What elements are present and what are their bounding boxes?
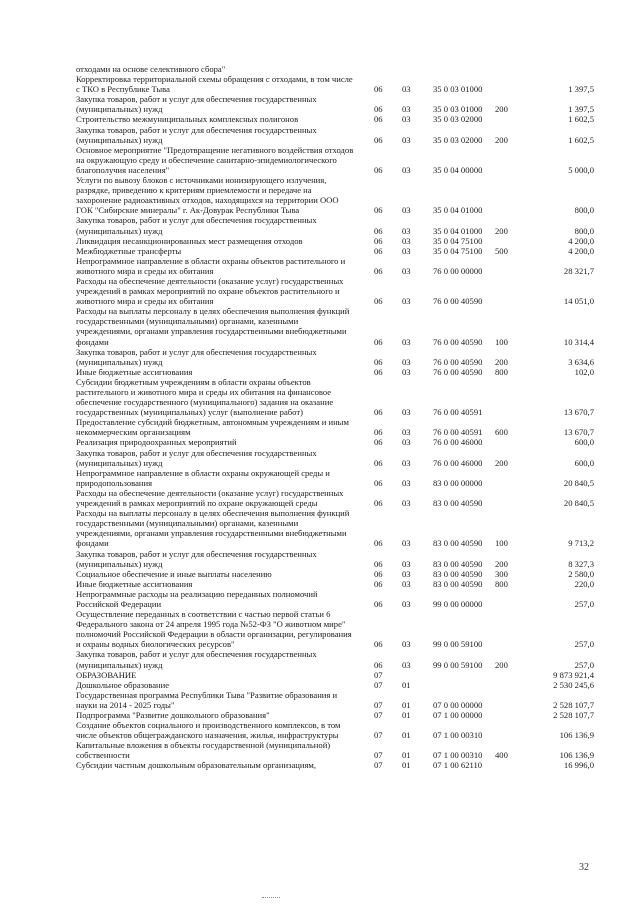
table-row [76,236,606,246]
row-amount: 1 602,5 [568,134,594,145]
row-subsection: 03 [402,659,411,670]
row-target-article: 35 0 04 01000 [433,205,483,216]
table-row [76,710,606,720]
row-name [76,670,374,680]
row-section: 06 [374,84,383,95]
row-name-line: Закупка товаров, работ и услуг для обеспечения государственных [76,548,317,559]
row-target-article: 35 0 04 01000 [433,225,483,236]
row-amount: 2 580,0 [568,568,594,579]
row-amount: 257,0 [574,659,594,670]
row-name-line: и охраны водных биологических ресурсов" [76,639,235,650]
row-section: 06 [374,225,383,236]
row-section: 06 [374,558,383,569]
row-amount: 28 321,7 [563,265,594,276]
row-name-line: захоронение радиоактивных отходов, находящихся на территории ООО [76,195,339,206]
table-row [76,579,606,589]
row-name-line: Межбюджетные трансферты [76,245,182,256]
row-subsection: 01 [402,699,411,710]
row-section: 06 [374,437,383,448]
row-section: 06 [374,356,383,367]
row-name [76,215,374,235]
row-name-line: животного мира и среды их обитания [76,296,214,307]
row-name [76,114,374,124]
row-subsection: 03 [402,568,411,579]
row-target-article: 99 0 00 59100 [433,659,483,670]
row-name [76,649,374,669]
row-name [76,145,374,175]
row-expense-type: 800 [495,578,508,589]
row-subsection: 03 [402,265,411,276]
budget-table [76,64,606,771]
row-target-article: 99 0 00 59100 [433,639,483,650]
row-amount: 20 840,5 [563,498,594,509]
row-expense-type: 100 [495,336,508,347]
row-amount: 800,0 [574,225,594,236]
row-section: 06 [374,477,383,488]
table-row [76,437,606,447]
row-name-line: Закупка товаров, работ и услуг для обеспечения государственных [76,447,317,458]
row-amount: 106 136,9 [559,730,594,741]
row-name-line: Федерального закона от 24 апреля 1995 года №52-ФЗ "О животном мире" [76,619,346,630]
row-target-article: 76 0 00 40590 [433,366,483,377]
row-target-article: 35 0 04 00000 [433,164,483,175]
row-name-line: на окружающую среду и обеспечение санитарно-эпидемиологического [76,154,337,165]
row-subsection: 03 [402,437,411,448]
row-name-line: Реализация природоохранных мероприятий [76,437,237,448]
page-bottom-mark [262,897,280,901]
row-subsection: 03 [402,558,411,569]
row-name-line: Закупка товаров, работ и услуг для обеспечения государственных [76,124,317,135]
row-name-line: Субсидии частным дошкольным образовательным организациям, [76,760,317,771]
row-subsection: 03 [402,578,411,589]
row-target-article: 07 1 00 00310 [433,730,483,741]
row-amount: 13 670,7 [563,427,594,438]
row-amount: 14 051,0 [563,296,594,307]
row-section: 06 [374,427,383,438]
row-section: 06 [374,336,383,347]
table-row [76,740,606,760]
row-section: 06 [374,104,383,115]
row-name-line: Государственная программа Республики Тыва "Развитие образования и [76,689,338,700]
row-amount: 13 670,7 [563,407,594,418]
table-row [76,145,606,175]
row-name [76,690,374,710]
row-name [76,569,374,579]
row-subsection: 03 [402,205,411,216]
row-name-line: Строительство межмуниципальных комплексных полигонов [76,114,299,125]
row-name-line: ОБРАЗОВАНИЕ [76,669,137,680]
table-row [76,215,606,235]
row-target-article: 07 0 00 00000 [433,699,483,710]
row-section: 06 [374,366,383,377]
row-amount: 10 314,4 [563,336,594,347]
row-amount: 220,0 [574,578,594,589]
row-target-article: 83 0 00 00000 [433,477,483,488]
row-subsection: 03 [402,407,411,418]
row-name [76,94,374,114]
row-name [76,74,374,94]
row-name-line: Закупка товаров, работ и услуг для обеспечения государственных [76,215,317,226]
row-name-line: Непрограммное направление в области охраны окружающей среды и [76,467,330,478]
row-expense-type: 200 [495,134,508,145]
row-target-article: 35 0 03 02000 [433,134,483,145]
row-subsection: 03 [402,114,411,125]
row-name [76,609,374,649]
row-section: 06 [374,639,383,650]
row-subsection: 03 [402,84,411,95]
row-name [76,579,374,589]
table-row [76,74,606,94]
table-row [76,589,606,609]
row-name-line: Дошкольное образование [76,679,170,690]
table-row [76,569,606,579]
table-row [76,94,606,114]
row-subsection: 03 [402,457,411,468]
row-expense-type: 600 [495,427,508,438]
row-name [76,468,374,488]
row-name [76,347,374,367]
row-amount: 1 397,5 [568,84,594,95]
row-section: 06 [374,245,383,256]
table-row [76,256,606,276]
row-name-line: Осуществление переданных в соответствии с частью первой статьи 6 [76,609,331,620]
row-section: 06 [374,498,383,509]
page-number: 32 [579,862,589,873]
row-subsection: 03 [402,356,411,367]
row-amount: 2 528 107,7 [553,710,594,720]
table-row [76,377,606,417]
row-name-line: (муниципальных) нужд [76,457,163,468]
row-name-line: отходами на основе селективного сбора" [76,64,226,74]
row-name-line: фондами [76,538,109,549]
row-amount: 1 602,5 [568,114,594,125]
row-name-line: Создание объектов социального и производственного комплексов, в том [76,720,341,731]
row-target-article: 83 0 00 40590 [433,538,483,549]
row-subsection: 03 [402,477,411,488]
row-name-line: благополучия населения" [76,164,170,175]
row-subsection: 03 [402,538,411,549]
row-name-line: учреждений в рамках мероприятий по охране окружающей среды [76,498,318,509]
row-subsection: 03 [402,336,411,347]
row-expense-type: 200 [495,225,508,236]
row-section: 07 [374,730,383,741]
row-amount: 3 634,6 [568,356,594,367]
row-name [76,246,374,256]
row-name-line: с ТКО в Республике Тыва [76,84,170,95]
row-name-line: Расходы на выплаты персоналу в целях обеспечения выполнения функций [76,508,350,519]
row-name-line: разрядке, приведению к критериям приемлемости и передаче на [76,185,312,196]
row-subsection: 03 [402,639,411,650]
row-name [76,549,374,569]
row-subsection: 03 [402,104,411,115]
row-target-article: 83 0 00 40590 [433,568,483,579]
row-section: 06 [374,265,383,276]
row-subsection: 03 [402,245,411,256]
row-name [76,508,374,548]
row-amount: 257,0 [574,598,594,609]
row-name-line: Российской Федерации [76,598,162,609]
row-subsection: 03 [402,366,411,377]
row-name-line: Расходы на обеспечение деятельности (оказание услуг) государственных [76,275,344,286]
row-name [76,125,374,145]
row-amount: 4 200,0 [568,235,594,246]
row-name [76,740,374,760]
row-section: 06 [374,568,383,579]
row-subsection: 03 [402,598,411,609]
row-name-line: Ликвидация несанкционированных мест размещения отходов [76,235,303,246]
row-subsection: 03 [402,225,411,236]
row-target-article: 35 0 03 01000 [433,84,483,95]
row-name-line: (муниципальных) нужд [76,356,163,367]
row-name-line: (муниципальных) нужд [76,558,163,569]
row-expense-type: 200 [495,356,508,367]
row-name-line: науки на 2014 - 2025 годы" [76,699,175,710]
table-row [76,488,606,508]
row-target-article: 07 1 00 00310 [433,750,483,761]
row-name-line: (муниципальных) нужд [76,659,163,670]
table-row [76,549,606,569]
row-name [76,437,374,447]
row-section: 06 [374,205,383,216]
row-section: 06 [374,114,383,125]
row-name-line: животного мира и среды их обитания [76,265,214,276]
row-name-line: собственности [76,750,130,761]
row-name-line: государственными (муниципальными) органами, казенными [76,518,299,529]
table-row [76,175,606,215]
row-target-article: 35 0 04 75100 [433,235,483,246]
row-target-article: 35 0 03 02000 [433,114,483,125]
row-name-line: Услуги по вывозу блоков с источниками ионизирующего излучения, [76,175,327,186]
row-expense-type: 200 [495,457,508,468]
row-name-line: Расходы на выплаты персоналу в целях обеспечения выполнения функций [76,306,350,317]
table-row [76,720,606,740]
row-expense-type: 500 [495,245,508,256]
row-section: 06 [374,457,383,468]
row-name-line: Социальное обеспечение и иные выплаты населению [76,568,272,579]
row-amount: 9 713,2 [568,538,594,549]
row-name [76,377,374,417]
row-amount: 4 200,0 [568,245,594,256]
row-expense-type: 200 [495,104,508,115]
row-name [76,417,374,437]
table-row [76,347,606,367]
row-name-line: Закупка товаров, работ и услуг для обеспечения государственных [76,94,317,105]
row-name [76,680,374,690]
row-subsection: 03 [402,427,411,438]
row-target-article: 76 0 00 40591 [433,427,483,438]
row-expense-type: 200 [495,659,508,670]
row-amount: 102,0 [574,366,594,377]
row-name-line: Непрограммное направление в области охраны объектов растительного и [76,255,346,266]
row-target-article: 76 0 00 00000 [433,265,483,276]
row-amount: 5 000,0 [568,164,594,175]
row-amount: 20 840,5 [563,477,594,488]
row-name-line: ГОК "Сибирские минералы" г. Ак-Довурак Республики Тыва [76,205,300,216]
row-amount: 9 873 921,4 [553,669,594,680]
row-amount: 16 996,0 [563,760,594,771]
row-amount: 1 397,5 [568,104,594,115]
table-row [76,508,606,548]
row-amount: 600,0 [574,437,594,448]
row-name [76,720,374,740]
row-target-article: 35 0 04 75100 [433,245,483,256]
row-name-line: некоммерческим организациям [76,427,191,438]
row-name-line: учреждениями, органами управления государственными внебюджетными [76,528,347,539]
row-name-line: (муниципальных) нужд [76,134,163,145]
row-name-line: Расходы на обеспечение деятельности (оказание услуг) государственных [76,487,344,498]
row-section: 06 [374,235,383,246]
row-name [76,276,374,306]
row-amount: 8 327,3 [568,558,594,569]
row-name [76,175,374,215]
table-row [76,306,606,346]
row-section: 06 [374,659,383,670]
row-target-article: 99 0 00 00000 [433,598,483,609]
row-amount: 257,0 [574,639,594,650]
row-target-article: 07 1 00 62110 [433,760,483,771]
row-section: 06 [374,134,383,145]
row-target-article: 83 0 00 40590 [433,498,483,509]
table-row [76,448,606,468]
row-target-article: 76 0 00 46000 [433,437,483,448]
row-section: 06 [374,538,383,549]
table-row [76,760,606,770]
row-name-line: Подпрограмма "Развитие дошкольного образования" [76,710,270,720]
row-amount: 800,0 [574,205,594,216]
row-subsection: 03 [402,498,411,509]
row-subsection: 03 [402,235,411,246]
row-name [76,256,374,276]
row-name-line: природопользования [76,477,153,488]
row-name-line: государственными (муниципальными) органами, казенными [76,316,299,327]
row-subsection: 03 [402,296,411,307]
row-subsection: 01 [402,760,411,771]
row-name-line: Закупка товаров, работ и услуг для обеспечения государственных [76,346,317,357]
row-name [76,64,374,74]
row-name [76,760,374,770]
table-row [76,680,606,690]
row-name-line: фондами [76,336,109,347]
row-section: 07 [374,699,383,710]
table-row [76,276,606,306]
row-expense-type: 200 [495,558,508,569]
row-name-line: Корректировка территориальной схемы обращения с отходами, в том числе [76,74,353,85]
row-name-line: учреждений в рамках мероприятий по охране объектов растительного и [76,286,340,297]
row-section: 06 [374,598,383,609]
row-name-line: растительного и животного мира и среды их обитания на финансовое [76,387,332,397]
row-name-line: Иные бюджетные ассигнования [76,366,193,377]
row-expense-type: 100 [495,538,508,549]
table-row [76,246,606,256]
row-target-article: 83 0 00 40590 [433,578,483,589]
row-target-article: 76 0 00 40590 [433,336,483,347]
row-expense-type: 400 [495,750,508,761]
row-name-line: Непрограммные расходы на реализацию переданных полномочий [76,588,318,599]
row-target-article: 07 1 00 00000 [433,710,483,720]
row-target-article: 76 0 00 40590 [433,296,483,307]
row-target-article: 83 0 00 40590 [433,558,483,569]
row-name-line: обеспечение государственного (муниципального) задания на оказание [76,397,334,408]
row-target-article: 76 0 00 40591 [433,407,483,418]
row-name-line: государственных (муниципальных) услуг (выполнение работ) [76,407,303,418]
row-section: 06 [374,407,383,418]
table-row [76,417,606,437]
row-name [76,589,374,609]
table-row [76,670,606,680]
row-section: 06 [374,578,383,589]
table-row [76,468,606,488]
row-amount: 600,0 [574,457,594,468]
table-row [76,114,606,124]
row-name [76,306,374,346]
table-row [76,649,606,669]
row-section: 07 [374,669,383,680]
row-section: 07 [374,710,383,720]
row-expense-type: 300 [495,568,508,579]
row-section: 06 [374,164,383,175]
row-section: 06 [374,296,383,307]
row-name [76,236,374,246]
row-name [76,710,374,720]
row-section: 07 [374,750,383,761]
row-subsection: 03 [402,134,411,145]
row-name [76,448,374,468]
row-name [76,367,374,377]
table-row [76,64,606,74]
row-name-line: Субсидии бюджетным учреждениям в области охраны объектов [76,376,311,387]
row-name-line: (муниципальных) нужд [76,104,163,115]
row-name-line: Закупка товаров, работ и услуг для обеспечения государственных [76,649,317,660]
row-subsection: 01 [402,750,411,761]
table-row [76,690,606,710]
row-name-line: полномочий Российской Федерации в области организации, регулирования [76,629,352,640]
row-subsection: 01 [402,730,411,741]
row-expense-type: 800 [495,366,508,377]
row-target-article: 76 0 00 46000 [433,457,483,468]
row-name-line: (муниципальных) нужд [76,225,163,236]
row-name [76,488,374,508]
row-target-article: 35 0 03 01000 [433,104,483,115]
row-name-line: числе объектов общегражданского назначения, жилья, инфраструктуры [76,730,339,741]
row-amount: 2 528 107,7 [553,699,594,710]
row-section: 07 [374,760,383,771]
row-amount: 2 530 245,6 [553,679,594,690]
row-name-line: учреждениями, органами управления государственными внебюджетными [76,326,347,337]
row-name-line: Основное мероприятие "Предотвращение негативного воздействия отходов [76,144,354,155]
row-name-line: Предоставление субсидий бюджетным, автономным учреждениям и иным [76,417,349,428]
row-section: 07 [374,679,383,690]
row-name-line: Капитальные вложения в объекты государственной (муниципальной) [76,740,331,751]
row-amount: 106 136,9 [559,750,594,761]
row-subsection: 01 [402,679,411,690]
table-row [76,609,606,649]
row-subsection: 03 [402,164,411,175]
table-row [76,125,606,145]
row-subsection: 01 [402,710,411,720]
row-name-line: Иные бюджетные ассигнования [76,578,193,589]
table-row [76,367,606,377]
row-target-article: 76 0 00 40590 [433,356,483,367]
